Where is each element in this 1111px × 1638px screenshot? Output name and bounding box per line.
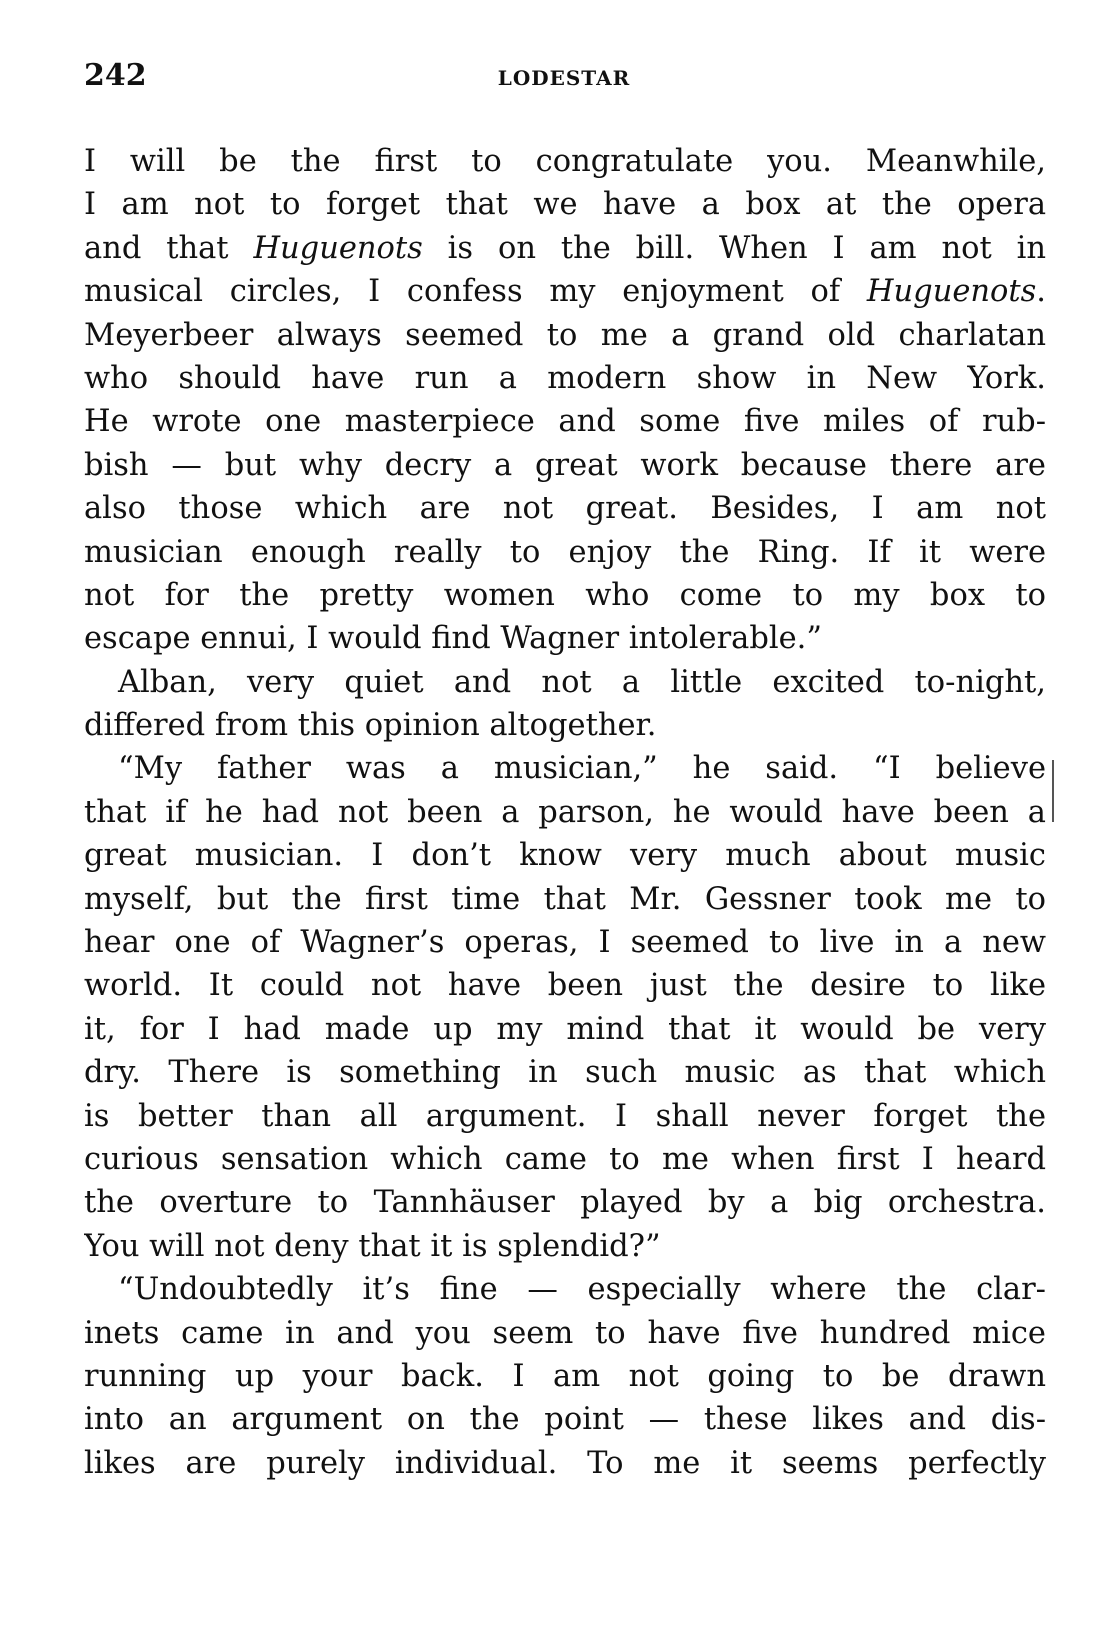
text-line: and that Huguenots is on the bill. When I am not in bbox=[84, 230, 1046, 266]
text-line: You will not deny that it is splendid?” bbox=[84, 1228, 661, 1264]
text-line: musical circles, I confess my enjoyment of Huguenots. bbox=[84, 274, 1046, 310]
text-line: “My father was a musician,” he said. “I believe bbox=[118, 751, 1046, 787]
text-line: great musician. I don’t know very much about music bbox=[84, 838, 1046, 874]
text-line: likes are purely individual. To me it seems perfectly bbox=[84, 1445, 1046, 1481]
margin-mark bbox=[1052, 760, 1054, 822]
text-line: that if he had not been a parson, he would have been a bbox=[84, 794, 1046, 830]
italic-title: Huguenots bbox=[253, 230, 423, 266]
text-line: also those which are not great. Besides, I am not bbox=[84, 491, 1046, 527]
text-line: running up your back. I am not going to be drawn bbox=[84, 1358, 1046, 1394]
text-line: I will be the first to congratulate you. Meanwhile, bbox=[84, 144, 1046, 179]
text-line: He wrote one masterpiece and some five miles of rub- bbox=[84, 404, 1046, 440]
text-line: not for the pretty women who come to my box to bbox=[84, 577, 1046, 613]
text-line: musician enough really to enjoy the Ring. If it were bbox=[84, 534, 1046, 570]
page-number: 242 bbox=[84, 58, 147, 93]
text-line: into an argument on the point — these likes and dis- bbox=[84, 1402, 1046, 1438]
text-line: inets came in and you seem to have five hundred mice bbox=[84, 1315, 1046, 1351]
italic-title: Huguenots bbox=[866, 274, 1037, 310]
text-line: it, for I had made up my mind that it would be very bbox=[84, 1011, 1046, 1047]
text-line: bish — but why decry a great work because there are bbox=[84, 447, 1046, 483]
text-line: is better than all argument. I shall never forget the bbox=[84, 1098, 1046, 1134]
text-line: Alban, very quiet and not a little excited to-night, bbox=[118, 664, 1046, 700]
text-line: escape ennui, I would find Wagner intolerable.” bbox=[84, 621, 822, 657]
text-line: world. It could not have been just the desire to like bbox=[84, 968, 1046, 1004]
text-line: myself, but the first time that Mr. Gessner took me to bbox=[84, 881, 1046, 917]
text-line: curious sensation which came to me when first I heard bbox=[84, 1141, 1046, 1177]
text-line: I am not to forget that we have a box at the opera bbox=[84, 187, 1046, 223]
running-title: LODESTAR bbox=[497, 66, 631, 90]
text-line: differed from this opinion altogether. bbox=[84, 708, 657, 744]
text-line: dry. There is something in such music as that which bbox=[84, 1055, 1046, 1091]
text-line: “Undoubtedly it’s fine — especially where the clar- bbox=[118, 1272, 1046, 1308]
text-line: who should have run a modern show in New York. bbox=[84, 360, 1046, 396]
body-text bbox=[84, 140, 1046, 1485]
running-head bbox=[84, 56, 1044, 96]
text-line: Meyerbeer always seemed to me a grand old charlatan bbox=[84, 317, 1046, 353]
text-line: hear one of Wagner’s operas, I seemed to live in a new bbox=[84, 925, 1046, 961]
text-line: the overture to Tannhäuser played by a big orchestra. bbox=[84, 1185, 1046, 1221]
